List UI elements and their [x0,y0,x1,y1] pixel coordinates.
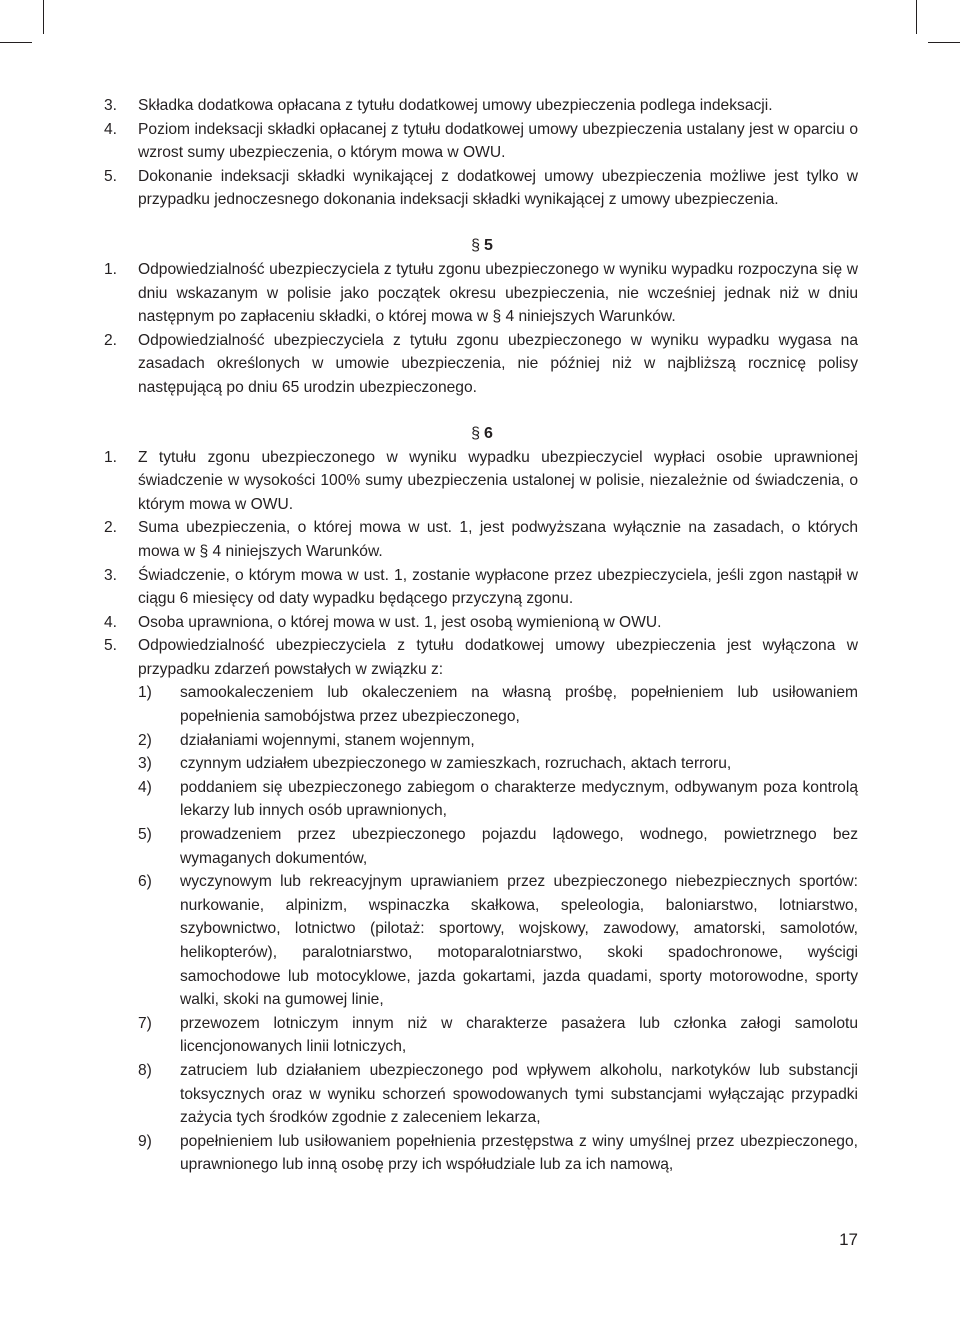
document-body [104,94,858,1177]
list-item [104,634,858,681]
subitem-number: 5) [138,826,152,844]
section-top-list [104,94,858,212]
exclusions-sublist [104,681,858,1176]
section-mark: § [471,236,480,254]
subitem-text: wyczynowym lub rekreacyjnym uprawianiem przez ubezpieczonego niebezpiecznych sportów: nurkowanie, alpinizm, wspinaczka skałkowa, speleologia, baloniarstwo, lotniarstwo, szybownictwo, lotnictwo (pilotaż: sportowy, wojskowy, zawodowy, amatorski, samolotów, helikopterów), paralotniarstwo, motoparalotniarstwo, skoki spadochronowe, wyścigi samochodowe lub motocyklowe, jazda gokartami, jazda quadami, sporty motorowodne, sporty walki, skoki na gumowej linie, [180,873,858,1009]
sublist-item [138,776,858,823]
subitem-text: popełnieniem lub usiłowaniem popełnienia przestępstwa z winy umyślnej przez ubezpieczonego, uprawnionego lub inną osobę przy ich współudziale lub za ich namową, [180,1132,858,1174]
item-number: 1. [104,448,118,466]
item-number: 1. [104,260,118,278]
subitem-number: 1) [138,684,152,702]
crop-mark-top-left [43,0,44,34]
sublist-item [138,752,858,776]
sublist-item [138,1130,858,1177]
item-text: Odpowiedzialność ubezpieczyciela z tytułu dodatkowej umowy ubezpieczenia jest wyłączona w przypadku zdarzeń powstałych w związku z: [138,637,858,678]
list-item [104,258,858,329]
item-number: 5. [104,637,118,655]
subitem-number: 2) [138,731,152,749]
subitem-text: prowadzeniem przez ubezpieczonego pojazdu lądowego, wodnego, powietrznego bez wymaganych dokumentów, [180,826,858,867]
subitem-text: poddaniem się ubezpieczonego zabiegom o charakterze medycznym, odbywanym poza kontrolą lekarzy lub innych osób uprawnionych, [180,778,858,820]
item-text: Suma ubezpieczenia, o której mowa w ust. 1, jest podwyższana wyłącznie na zasadach, o których mowa w § 4 niniejszych Warunków. [138,519,858,560]
item-number: 3. [104,566,118,584]
page-number: 17 [839,1230,858,1249]
subitem-number: 3) [138,755,152,773]
section-5-heading [104,234,858,258]
subitem-number: 4) [138,778,152,796]
item-text: Świadczenie, o którym mowa w ust. 1, zostanie wypłacone przez ubezpieczyciela, jeśli zgon nastąpił w ciągu 6 miesięcy od daty wypadku będącego przyczyną zgonu. [138,566,858,608]
item-number: 3. [104,97,118,114]
list-item [104,446,858,517]
list-item [104,94,858,118]
crop-mark-left [0,42,32,43]
sublist-item [138,681,858,728]
item-number: 5. [104,167,118,185]
subitem-number: 6) [138,873,152,891]
subitem-text: zatruciem lub działaniem ubezpieczonego pod wpływem alkoholu, narkotyków lub substancji toksycznych oraz w wyniku schorzeń spowodowanych tymi substancjami wyłączając przypadki zażycia tych środków zgodnie z zaleceniem lekarza, [180,1061,858,1127]
subitem-number: 9) [138,1132,152,1150]
sublist-item [138,1012,858,1059]
list-item [104,611,858,635]
sublist-item [138,729,858,753]
crop-mark-top-right [916,0,917,34]
section-5-list [104,258,858,400]
item-number: 4. [104,120,118,138]
subitem-number: 7) [138,1014,152,1032]
list-item [104,165,858,212]
item-number: 2. [104,331,118,349]
item-text: Dokonanie indeksacji składki wynikającej z dodatkowej umowy ubezpieczenia możliwe jest tylko w przypadku jednoczesnego dokonania indeksacji składki wynikającej z umowy ubezpieczenia. [138,167,858,209]
subitem-text: przewozem lotniczym innym niż w charakterze pasażera lub członka załogi samolotu licencjonowanych linii lotniczych, [180,1014,858,1056]
item-text: Odpowiedzialność ubezpieczyciela z tytułu zgonu ubezpieczonego w wyniku wypadku rozpoczyna się w dniu wskazanym w polisie jako początek okresu ubezpieczenia, nie wcześniej jednak niż w dniu następnym po zapłaceniu składki, o której mowa w § 4 niniejszych Warunków. [138,260,858,326]
item-text: Poziom indeksacji składki opłacanej z tytułu dodatkowej umowy ubezpieczenia ustalany jest w oparciu o wzrost sumy ubezpieczenia, o którym mowa w OWU. [138,120,858,162]
list-item [104,564,858,611]
item-text: Osoba uprawniona, o której mowa w ust. 1, jest osobą wymienioną w OWU. [138,613,662,631]
subitem-text: czynnym udziałem ubezpieczonego w zamieszkach, rozruchach, aktach terroru, [180,755,732,773]
section-6-heading [104,422,858,446]
subitem-text: samookaleczeniem lub okaleczeniem na własną prośbę, popełnieniem lub usiłowaniem popełnienia samobójstwa przez ubezpieczonego, [180,684,858,726]
sublist-item [138,1059,858,1130]
item-text: Z tytułu zgonu ubezpieczonego w wyniku wypadku ubezpieczyciel wypłaci osobie uprawnionej świadczenie w wysokości 100% sumy ubezpieczenia ustalonej w polisie, niezależnie od świadczenia, o którym mowa w OWU. [138,448,858,513]
item-text: Odpowiedzialność ubezpieczyciela z tytułu zgonu ubezpieczonego w wyniku wypadku wygasa na zasadach określonych w umowie ubezpieczenia, nie później niż w najbliższą rocznicę polisy następującą po dniu 65 urodzin ubezpieczonego. [138,331,858,396]
list-item [104,516,858,563]
sublist-item [138,870,858,1012]
list-item [104,118,858,165]
section-number: 5 [484,236,493,254]
section-6-list [104,446,858,1177]
list-item [104,329,858,400]
crop-mark-right [928,42,960,43]
subitem-number: 8) [138,1061,152,1079]
subitem-text: działaniami wojennymi, stanem wojennym, [180,731,475,749]
item-text: Składka dodatkowa opłacana z tytułu dodatkowej umowy ubezpieczenia podlega indeksacji. [138,97,773,114]
item-number: 2. [104,519,118,537]
section-number: 6 [484,424,493,442]
section-mark: § [471,424,480,442]
sublist-item [138,823,858,870]
item-number: 4. [104,613,118,631]
